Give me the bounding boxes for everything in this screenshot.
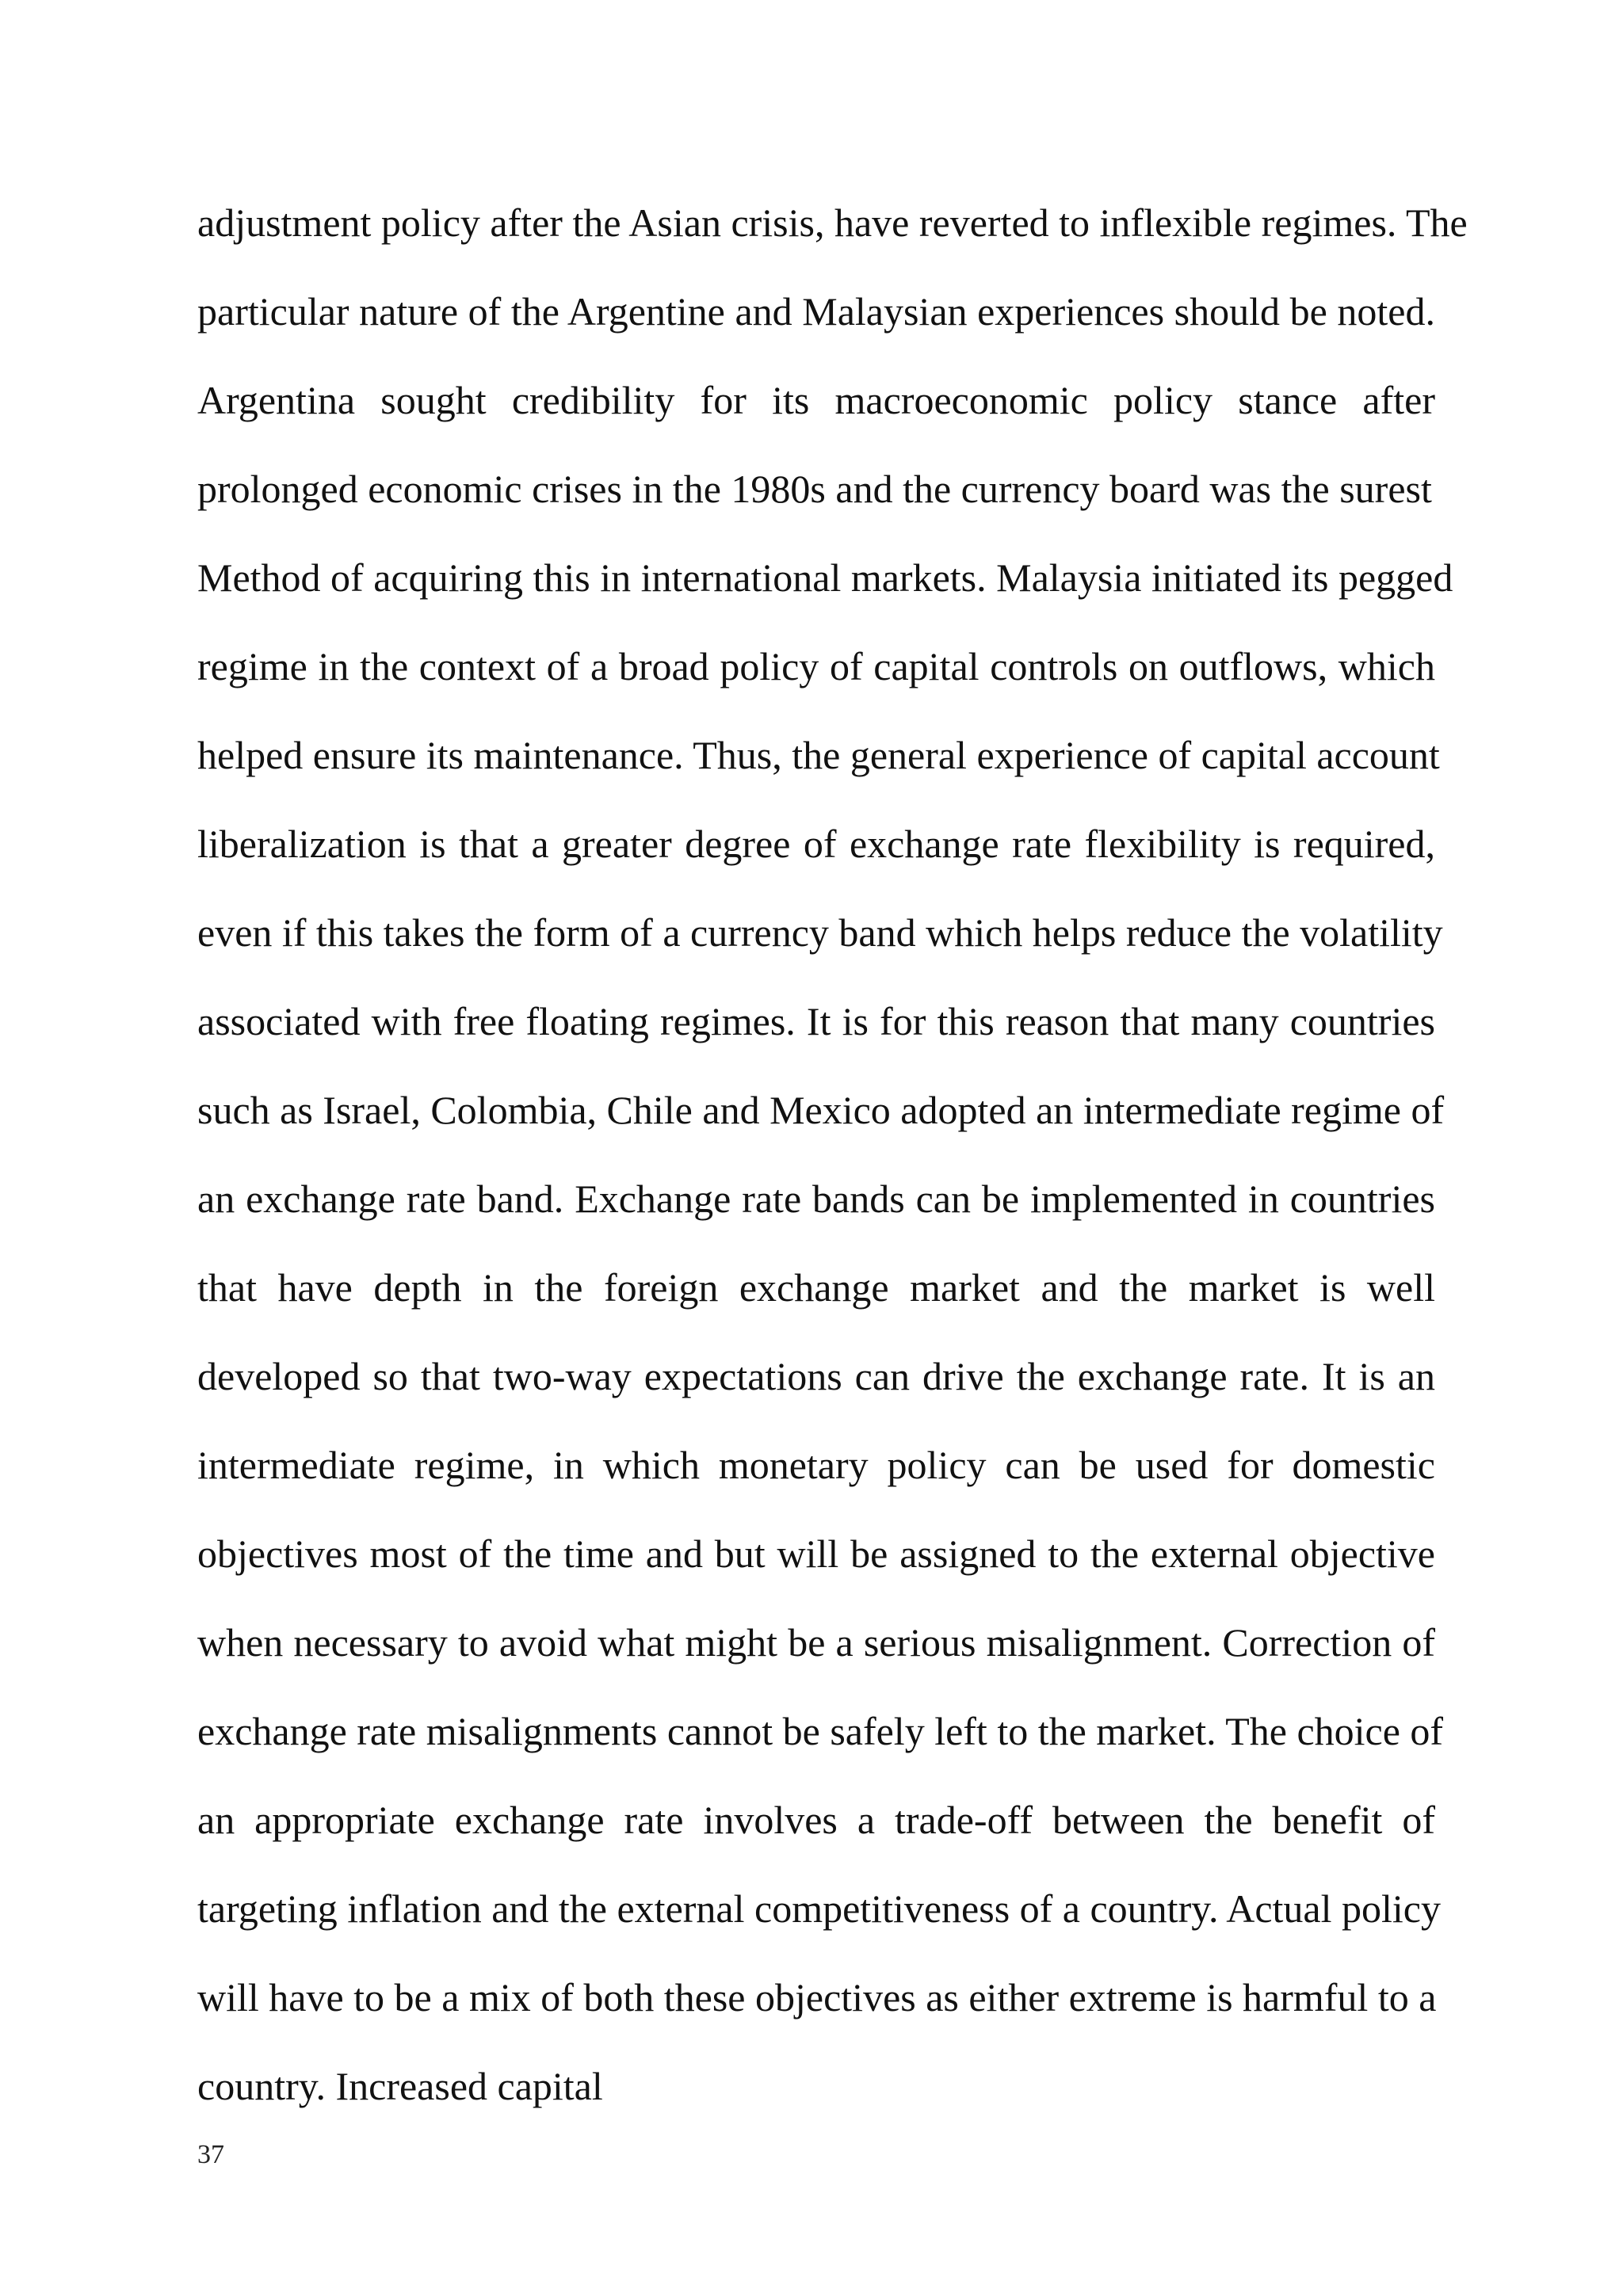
text-line: will have to be a mix of both these objectives as either extreme is harmful to a — [197, 1975, 1437, 2019]
text-line: adjustment policy after the Asian crisis, have reverted to inflexible regimes. The — [197, 200, 1468, 245]
text-line: even if this takes the form of a currency band which helps reduce the volatility — [197, 910, 1443, 955]
text-line: an appropriate exchange rate involves a trade-off between the benefit of — [197, 1798, 1435, 1842]
text-line: such as Israel, Colombia, Chile and Mexico adopted an intermediate regime of — [197, 1088, 1445, 1132]
text-line: targeting inflation and the external competitiveness of a country. Actual policy — [197, 1886, 1441, 1931]
text-line: liberalization is that a greater degree of exchange rate flexibility is required, — [197, 822, 1435, 866]
text-line: that have depth in the foreign exchange market and the market is well — [197, 1265, 1435, 1310]
text-line: country. Increased capital — [197, 2064, 603, 2108]
page-number: 37 — [197, 2140, 224, 2169]
text-line: associated with free floating regimes. It is for this reason that many countries — [197, 999, 1435, 1043]
text-line: an exchange rate band. Exchange rate bands can be implemented in countries — [197, 1177, 1435, 1221]
text-line: Method of acquiring this in international markets. Malaysia initiated its pegged — [197, 555, 1453, 600]
text-line: Argentina sought credibility for its macroeconomic policy stance after — [197, 378, 1435, 422]
text-line: particular nature of the Argentine and Malaysian experiences should be noted. — [197, 289, 1435, 334]
text-line: objectives most of the time and but will be assigned to the external objective — [197, 1531, 1435, 1576]
text-line: exchange rate misalignments cannot be safely left to the market. The choice of — [197, 1709, 1444, 1753]
text-line: helped ensure its maintenance. Thus, the general experience of capital account — [197, 733, 1440, 777]
text-line: when necessary to avoid what might be a serious misalignment. Correction of — [197, 1620, 1435, 1665]
text-line: regime in the context of a broad policy of capital controls on outflows, which — [197, 644, 1435, 688]
text-line: prolonged economic crises in the 1980s and the currency board was the surest — [197, 467, 1432, 511]
text-line: intermediate regime, in which monetary policy can be used for domestic — [197, 1443, 1435, 1487]
text-line: developed so that two-way expectations can drive the exchange rate. It is an — [197, 1354, 1435, 1398]
